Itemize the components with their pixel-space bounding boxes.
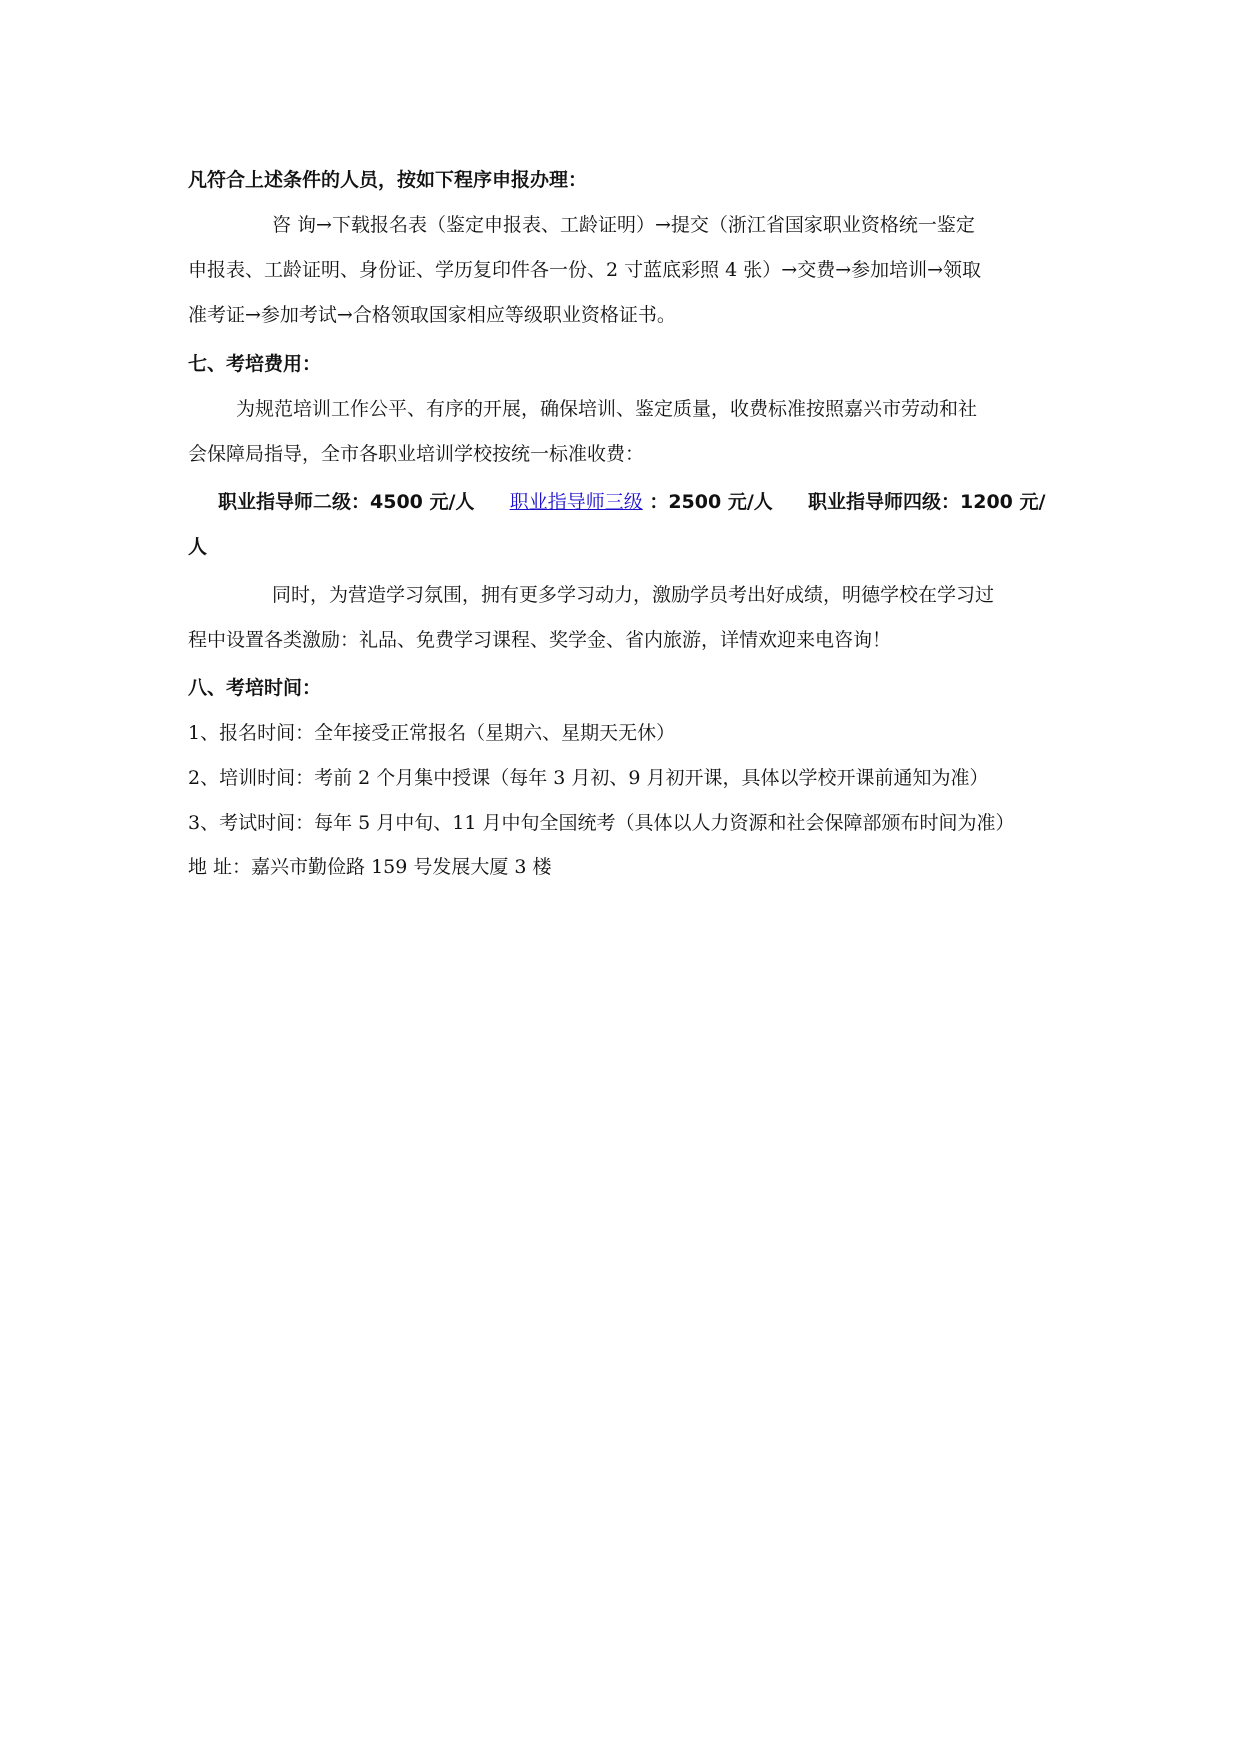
incentive-line-2: 程中设置各类激励：礼品、免费学习课程、奖学金、省内旅游，详情欢迎来电咨询！ (188, 629, 892, 651)
procedure-line-3: 准考证→参加考试→合格领取国家相应等级职业资格证书。 (188, 304, 676, 326)
incentive-line-1: 同时，为营造学习氛围，拥有更多学习动力，激励学员考出好成绩，明德学校在学习过 (272, 584, 995, 606)
fee-level-3-link[interactable]: 职业指导师三级 (509, 491, 643, 513)
fee-policy-line-2: 会保障局指导，全市各职业培训学校按统一标准收费： (188, 443, 645, 465)
schedule-item-exam: 3、考试时间：每年 5 月中旬、11 月中旬全国统考（具体以人力资源和社会保障部颁布时间为准） (188, 812, 1015, 834)
fee-level-3-price: ：2500 元/人 (649, 491, 773, 513)
fee-level-4: 职业指导师四级：1200 元/ (808, 491, 1046, 513)
section-7-heading: 七、考培费用： (188, 353, 322, 375)
procedure-line-2: 申报表、工龄证明、身份证、学历复印件各一份、2 寸蓝底彩照 4 张）→交费→参加培训→领取 (188, 259, 982, 281)
section-8-heading: 八、考培时间： (188, 677, 322, 699)
address: 地 址：嘉兴市勤俭路 159 号发展大厦 3 楼 (188, 856, 552, 878)
fee-policy-line-1: 为规范培训工作公平、有序的开展，确保培训、鉴定质量，收费标准按照嘉兴市劳动和社 (236, 398, 978, 420)
fee-list (218, 490, 1045, 514)
intro-heading: 凡符合上述条件的人员，按如下程序申报办理： (188, 169, 588, 191)
schedule-item-training: 2、培训时间：考前 2 个月集中授课（每年 3 月初、9 月初开课，具体以学校开课前通知为准） (188, 767, 989, 789)
procedure-line-1: 咨 询→下载报名表（鉴定申报表、工龄证明）→提交（浙江省国家职业资格统一鉴定 (272, 214, 975, 236)
fee-level-2: 职业指导师二级：4500 元/人 (218, 491, 475, 513)
schedule-item-registration: 1、报名时间：全年接受正常报名（星期六、星期天无休） (188, 722, 676, 744)
fee-level-4-wrap: 人 (188, 536, 208, 558)
